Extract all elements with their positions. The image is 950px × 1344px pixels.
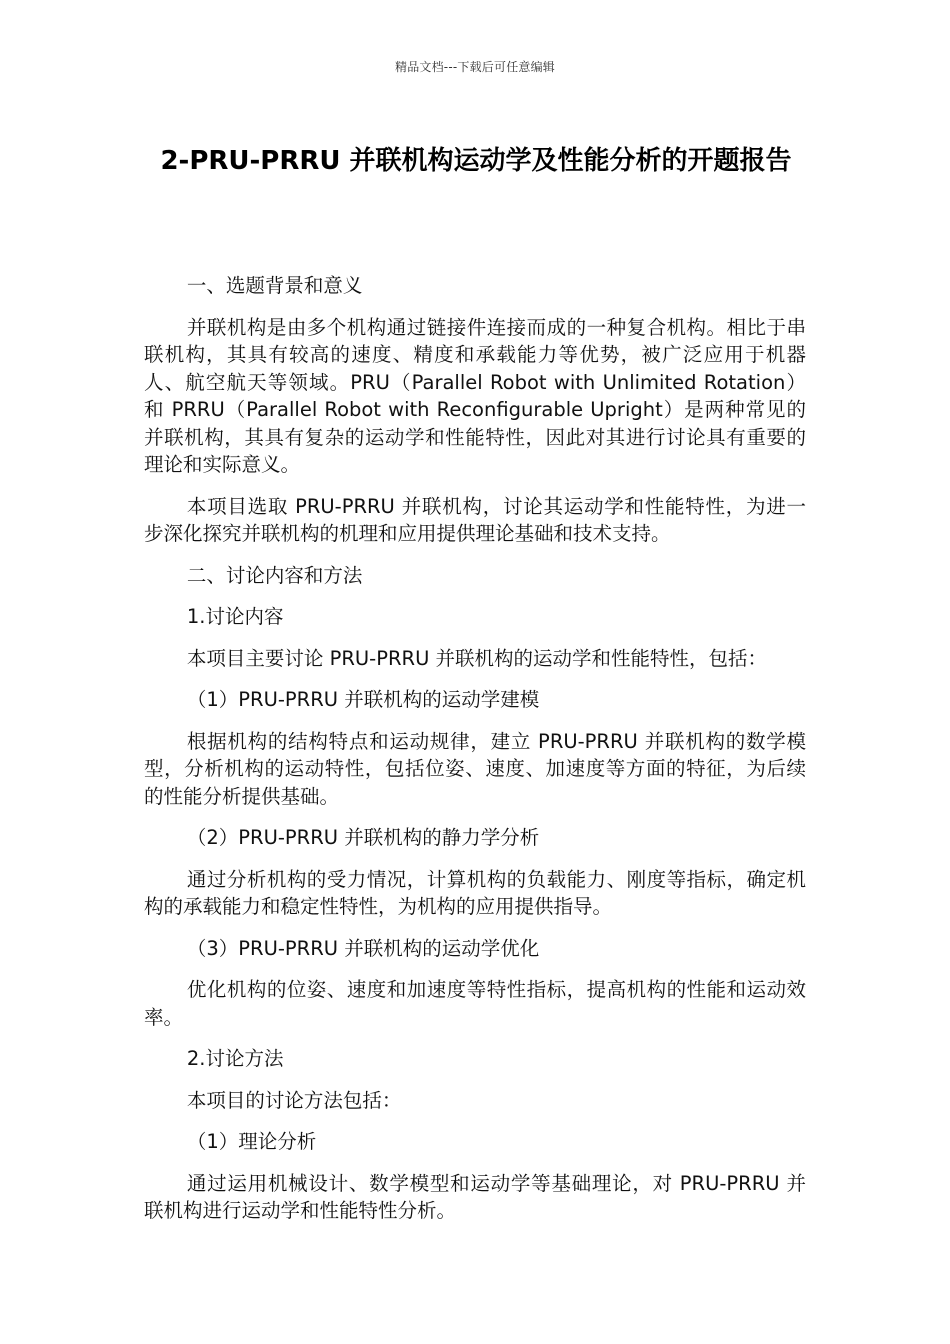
document-title: 2-PRU-PRRU 并联机构运动学及性能分析的开题报告 (160, 146, 792, 176)
paragraph-project-selection: 本项目选取 PRU-PRRU 并联机构，讨论其运动学和性能特性，为进一步深化探究并联机构的机理和应用提供理论基础和技术支持。 (144, 494, 806, 545)
item-heading-static-analysis: （2）PRU-PRRU 并联机构的静力学分析 (186, 826, 540, 849)
section-heading-background: 一、选题背景和意义 (186, 274, 363, 297)
item-heading-kinematic-optimization: （3）PRU-PRRU 并联机构的运动学优化 (186, 936, 540, 960)
paragraph-method-intro: 本项目的讨论方法包括： (186, 1088, 402, 1112)
paragraph-content-intro: 本项目主要讨论 PRU-PRRU 并联机构的运动学和性能特性，包括： (186, 646, 768, 670)
item-heading-kinematic-modeling: （1）PRU-PRRU 并联机构的运动学建模 (186, 688, 540, 711)
item-heading-theoretical-analysis: （1）理论分析 (186, 1130, 317, 1153)
section-heading-content-method: 二、讨论内容和方法 (186, 563, 363, 587)
header-note: 精品文档---下载后可任意编辑 (395, 60, 555, 74)
paragraph-static-analysis: 通过分析机构的受力情况，计算机构的负载能力、刚度等指标，确定机构的承载能力和稳定性特性，为机构的应用提供指导。 (144, 867, 806, 918)
paragraph-kinematic-modeling: 根据机构的结构特点和运动规律，建立 PRU-PRRU 并联机构的数学模型，分析机构的运动特性，包括位姿、速度、加速度等方面的特征，为后续的性能分析提供基础。 (144, 729, 806, 808)
subsection-heading-content: 1.讨论内容 (186, 605, 284, 628)
paragraph-kinematic-optimization: 优化机构的位姿、速度和加速度等特性指标，提高机构的性能和运动效率。 (144, 978, 806, 1029)
subsection-heading-method: 2.讨论方法 (186, 1047, 284, 1070)
document-body (144, 272, 806, 1239)
paragraph-theoretical-analysis: 通过运用机械设计、数学模型和运动学等基础理论，对 PRU-PRRU 并联机构进行运动学和性能特性分析。 (144, 1171, 806, 1222)
paragraph-background: 并联机构是由多个机构通过链接件连接而成的一种复合机构。相比于串联机构，其具有较高的速度、精度和承载能力等优势，被广泛应用于机器人、航空航天等领域。PRU（Parallel Robot with Unlimited Rotation）和 PRRU（Parallel Robot with Reconfigurable Upright）是两种常见的并联机构，其具有复杂的运动学和性能特性，因此对其进行讨论具有重要的理论和实际意义。 (144, 315, 806, 476)
